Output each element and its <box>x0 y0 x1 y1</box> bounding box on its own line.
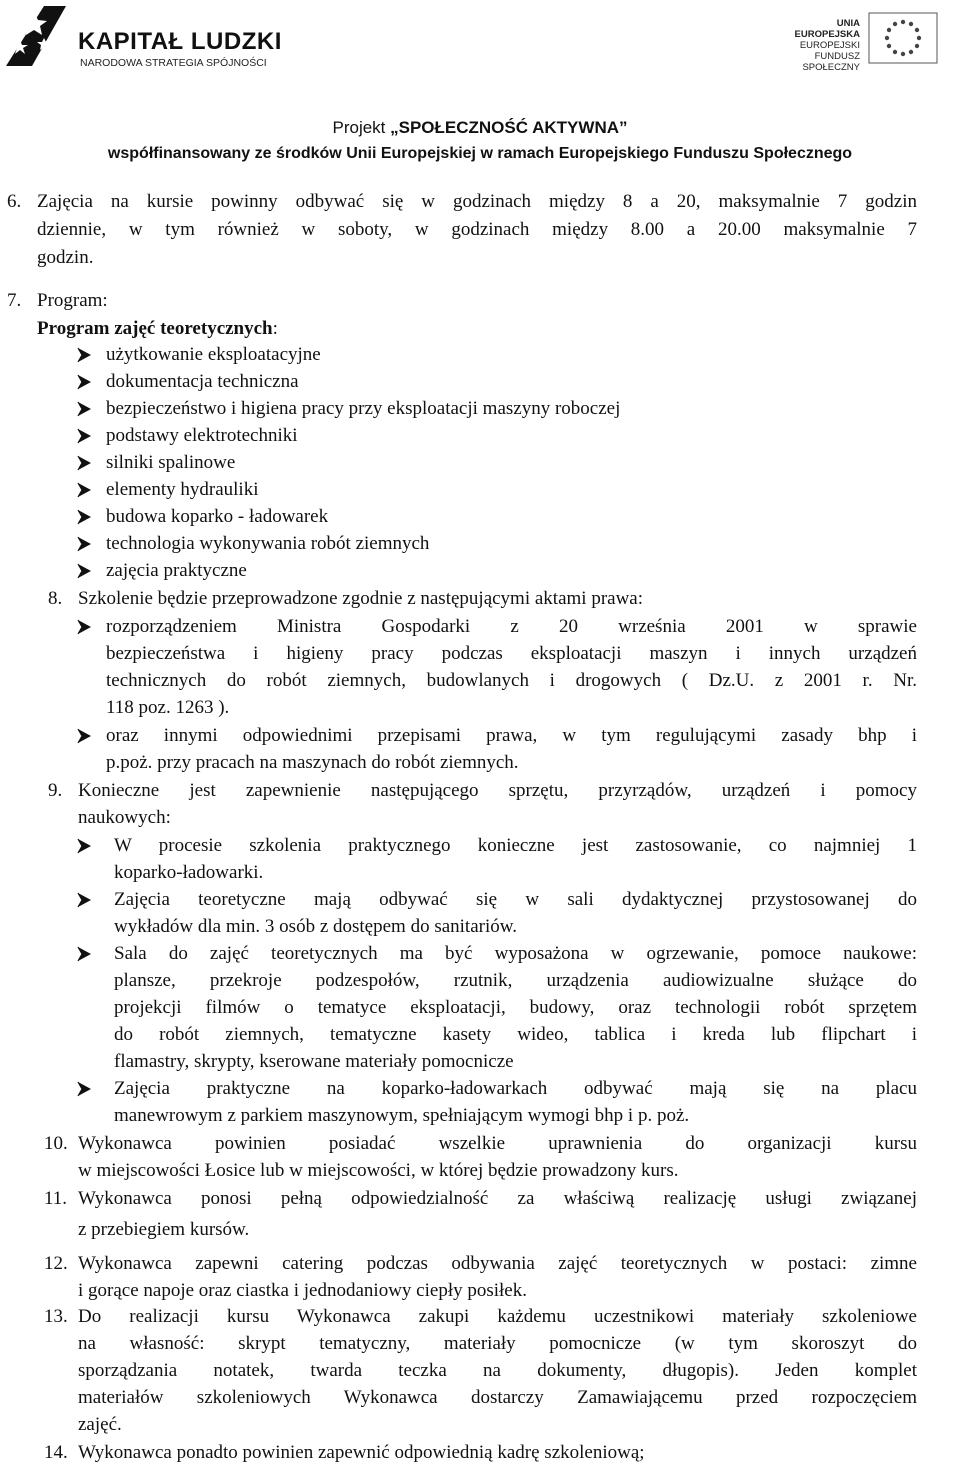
bullet-item: silniki spalinowe <box>106 452 236 473</box>
bullet-item: elementy hydrauliki <box>106 479 259 500</box>
item-number: 13. <box>44 1306 68 1327</box>
page-header <box>0 0 960 162</box>
theory-heading-colon: : <box>272 318 278 339</box>
item-10-line: Wykonawca powinien posiadać wszelkie uprawnienia do organizacji kursu <box>78 1133 917 1154</box>
item-9-line: Konieczne jest zapewnienie następującego sprzętu, przyrządów, urządzeń i pomocy <box>78 780 917 801</box>
item-12-line: i gorące napoje oraz ciastka i jednodaniowy ciepły posiłek. <box>78 1280 527 1301</box>
arrow-bullet-icon <box>77 428 93 444</box>
item-13-line: Do realizacji kursu Wykonawca zakupi każdemu uczestnikowi materiały szkoleniowe <box>78 1306 917 1327</box>
item-8-bullet-line: oraz innymi odpowiednimi przepisami prawa, w tym regulującymi zasady bhp i <box>106 725 917 746</box>
item-9-bullet-line: Zajęcia praktyczne na koparko-ładowarkach odbywać mają się na placu <box>114 1078 917 1099</box>
item-13-line: na własność: skrypt tematyczny, materiały pomocnicze (w tym skoroszyt do <box>78 1333 917 1354</box>
bullet-item: podstawy elektrotechniki <box>106 425 298 446</box>
logo-title: KAPITAŁ LUDZKI <box>78 28 282 55</box>
item-number: 6. <box>7 191 22 212</box>
eu-flag-icon <box>868 12 938 64</box>
theory-program-heading <box>37 317 278 341</box>
item-9-bullet-line: do robót ziemnych, tematyczne kasety wideo, tablica i kreda lub flipchart i <box>114 1024 917 1045</box>
item-9-line: naukowych: <box>78 807 171 828</box>
arrow-bullet-icon <box>77 401 93 417</box>
kapital-ludzki-emblem-icon <box>4 4 72 68</box>
item-8-line: Szkolenie będzie przeprowadzone zgodnie z następującymi aktami prawa: <box>78 588 644 609</box>
item-9-bullet-line: plansze, przekroje podzespołów, rzutnik, urządzenia audiowizualne służące do <box>114 970 917 991</box>
item-11-line: Wykonawca ponosi pełną odpowiedzialność za właściwą realizację usługi związanej <box>78 1188 917 1209</box>
bullet-item: technologia wykonywania robót ziemnych <box>106 533 430 554</box>
item-13-line: zajęć. <box>78 1414 122 1435</box>
item-number: 14. <box>44 1442 68 1463</box>
project-name: „SPOŁECZNOŚĆ AKTYWNA” <box>390 118 628 137</box>
item-9-bullet-line: koparko-ładowarki. <box>114 862 264 883</box>
arrow-bullet-icon <box>77 347 93 363</box>
item-7-line: Program: <box>37 290 108 311</box>
eu-line1: UNIA EUROPEJSKA <box>794 18 860 40</box>
item-13-line: sporządzania notatek, twarda teczka na dokumenty, długopis). Jeden komplet <box>78 1360 917 1381</box>
eu-line3: FUNDUSZ SPOŁECZNY <box>802 51 860 73</box>
arrow-bullet-icon <box>77 509 93 525</box>
arrow-bullet-icon <box>77 482 93 498</box>
kapital-ludzki-logo <box>4 4 282 69</box>
item-6-line: dziennie, w tym również w soboty, w godzinach między 8.00 a 20.00 maksymalnie 7 <box>37 219 917 240</box>
item-9-bullet-line: manewrowym z parkiem maszynowym, spełniającym wymogi bhp i p. poż. <box>114 1105 690 1126</box>
logo-subtitle: NARODOWA STRATEGIA SPÓJNOŚCI <box>80 57 267 69</box>
eu-line2: EUROPEJSKI <box>799 40 860 51</box>
eu-text <box>770 18 860 73</box>
item-9-bullet-line: W procesie szkolenia praktycznego konieczne jest zastosowanie, co najmniej 1 <box>114 835 917 856</box>
item-6-line: Zajęcia na kursie powinny odbywać się w godzinach między 8 a 20, maksymalnie 7 godzin <box>37 191 917 212</box>
item-13-line: materiałów szkoleniowych Wykonawca dostarczy Zamawiającemu przed rozpoczęciem <box>78 1387 917 1408</box>
item-6-line: godzin. <box>37 247 94 268</box>
item-10-line: w miejscowości Łosice lub w miejscowości, w której będzie prowadzony kurs. <box>78 1160 679 1181</box>
item-number: 10. <box>44 1133 68 1154</box>
arrow-bullet-icon <box>77 946 93 962</box>
arrow-bullet-icon <box>77 838 93 854</box>
item-9-bullet-line: Sala do zajęć teoretycznych ma być wyposażona w ogrzewanie, pomoce naukowe: <box>114 943 917 964</box>
item-number: 12. <box>44 1253 68 1274</box>
item-8-bullet-line: 118 poz. 1263 ). <box>106 697 230 718</box>
item-9-bullet-line: flamastry, skrypty, kserowane materiały pomocnicze <box>114 1051 514 1072</box>
item-14-line: Wykonawca ponadto powinien zapewnić odpowiednią kadrę szkoleniową; <box>78 1442 645 1463</box>
theory-heading-bold: Program zajęć teoretycznych <box>37 318 273 339</box>
cofinanced-line: współfinansowany ze środków Unii Europejskiej w ramach Europejskiego Funduszu Społecznego <box>107 145 853 162</box>
arrow-bullet-icon <box>77 455 93 471</box>
arrow-bullet-icon <box>77 728 93 744</box>
arrow-bullet-icon <box>77 892 93 908</box>
project-title <box>0 118 960 138</box>
bullet-item: użytkowanie eksploatacyjne <box>106 344 321 365</box>
item-8-bullet-line: technicznych do robót ziemnych, budowlanych i drogowych ( Dz.U. z 2001 r. Nr. <box>106 670 917 691</box>
item-number: 11. <box>44 1188 68 1209</box>
item-9-bullet-line: projekcji filmów o tematyce eksploatacji, budowy, oraz technologii robót sprzętem <box>114 997 917 1018</box>
item-8-bullet-line: p.poż. przy pracach na maszynach do robót ziemnych. <box>106 752 519 773</box>
item-9-bullet-line: wykładów dla min. 3 osób z dostępem do sanitariów. <box>114 916 517 937</box>
item-number: 9. <box>48 780 63 801</box>
item-9-bullet-line: Zajęcia teoretyczne mają odbywać się w sali dydaktycznej przystosowanej do <box>114 889 917 910</box>
arrow-bullet-icon <box>77 1081 93 1097</box>
bullet-item: budowa koparko - ładowarek <box>106 506 329 527</box>
bullet-item: bezpieczeństwo i higiena pracy przy eksploatacji maszyny roboczej <box>106 398 621 419</box>
arrow-bullet-icon <box>77 374 93 390</box>
arrow-bullet-icon <box>77 536 93 552</box>
arrow-bullet-icon <box>77 563 93 579</box>
item-number: 7. <box>7 290 22 311</box>
project-prefix: Projekt <box>332 118 391 137</box>
eu-logo <box>770 12 940 72</box>
bullet-item: zajęcia praktyczne <box>106 560 247 581</box>
item-12-line: Wykonawca zapewni catering podczas odbywania zajęć teoretycznych w postaci: zimne <box>78 1253 917 1274</box>
item-8-bullet-line: rozporządzeniem Ministra Gospodarki z 20 września 2001 w sprawie <box>106 616 917 637</box>
item-11-line: z przebiegiem kursów. <box>78 1219 250 1240</box>
arrow-bullet-icon <box>77 619 93 635</box>
item-8-bullet-line: bezpieczeństwa i higieny pracy podczas eksploatacji maszyn i innych urządzeń <box>106 643 917 664</box>
bullet-item: dokumentacja techniczna <box>106 371 299 392</box>
item-number: 8. <box>48 588 63 609</box>
